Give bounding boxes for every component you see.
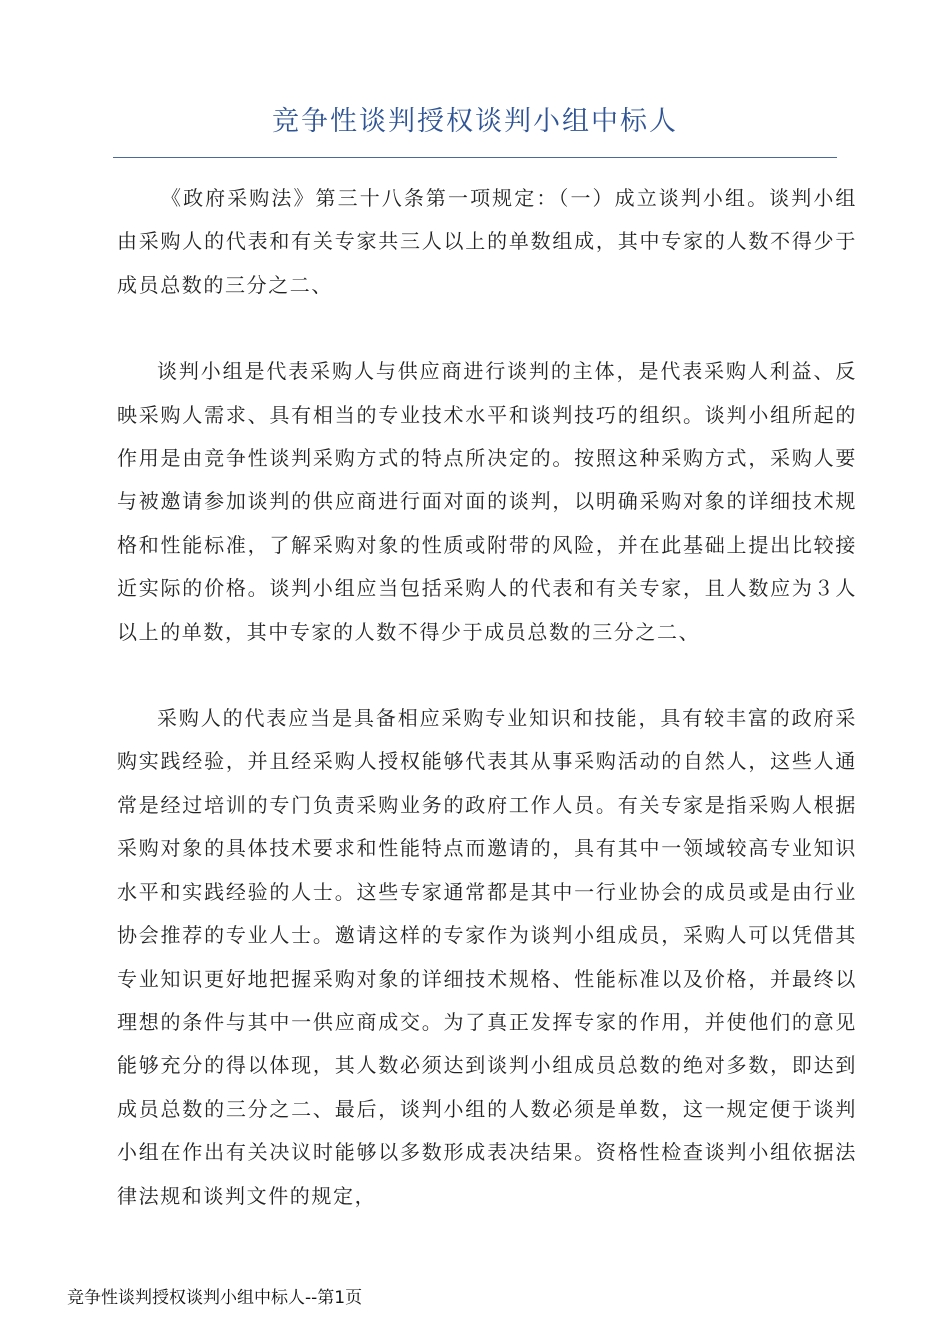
paragraph-2: 谈判小组是代表采购人与供应商进行谈判的主体，是代表采购人利益、反映采购人需求、具有相当的专业技术水平和谈判技巧的组织。谈判小组所起的作用是由竞争性谈判采购方式的特点所决定的。按照这种采购方式，采购人要与被邀请参加谈判的供应商进行面对面的谈判，以明确采购对象的详细技术规格和性能标准，了解采购对象的性质或附带的风险，并在此基础上提出比较接近实际的价格。谈判小组应当包括采购人的代表和有关专家，且人数应为３人以上的单数，其中专家的人数不得少于成员总数的三分之二、 — [117, 359, 857, 644]
paragraph-3: 采购人的代表应当是具备相应采购专业知识和技能，具有较丰富的政府采购实践经验，并且经采购人授权能够代表其从事采购活动的自然人，这些人通常是经过培训的专门负责采购业务的政府工作人员。有关专家是指采购人根据采购对象的具体技术要求和性能特点而邀请的，具有其中一领域较高专业知识水平和实践经验的人士。这些专家通常都是其中一行业协会的成员或是由行业协会推荐的专业人士。邀请这样的专家作为谈判小组成员，采购人可以凭借其专业知识更好地把握采购对象的详细技术规格、性能标准以及价格，并最终以理想的条件与其中一供应商成交。为了真正发挥专家的作用，并使他们的意见能够充分的得以体现，其人数必须达到谈判小组成员总数的绝对多数，即达到成员总数的三分之二、最后，谈判小组的人数必须是单数，这一规定便于谈判小组在作出有关决议时能够以多数形成表决结果。资格性检查谈判小组依据法律法规和谈判文件的规定， — [117, 706, 857, 1208]
document-body — [117, 177, 857, 1261]
title-divider — [113, 157, 837, 158]
page-footer: 竞争性谈判授权谈判小组中标人--第1页 — [67, 1288, 363, 1308]
paragraph-1: 《政府采购法》第三十八条第一项规定：（一）成立谈判小组。谈判小组由采购人的代表和有关专家共三人以上的单数组成，其中专家的人数不得少于成员总数的三分之二、 — [117, 186, 857, 297]
page-title: 竞争性谈判授权谈判小组中标人 — [272, 106, 678, 137]
